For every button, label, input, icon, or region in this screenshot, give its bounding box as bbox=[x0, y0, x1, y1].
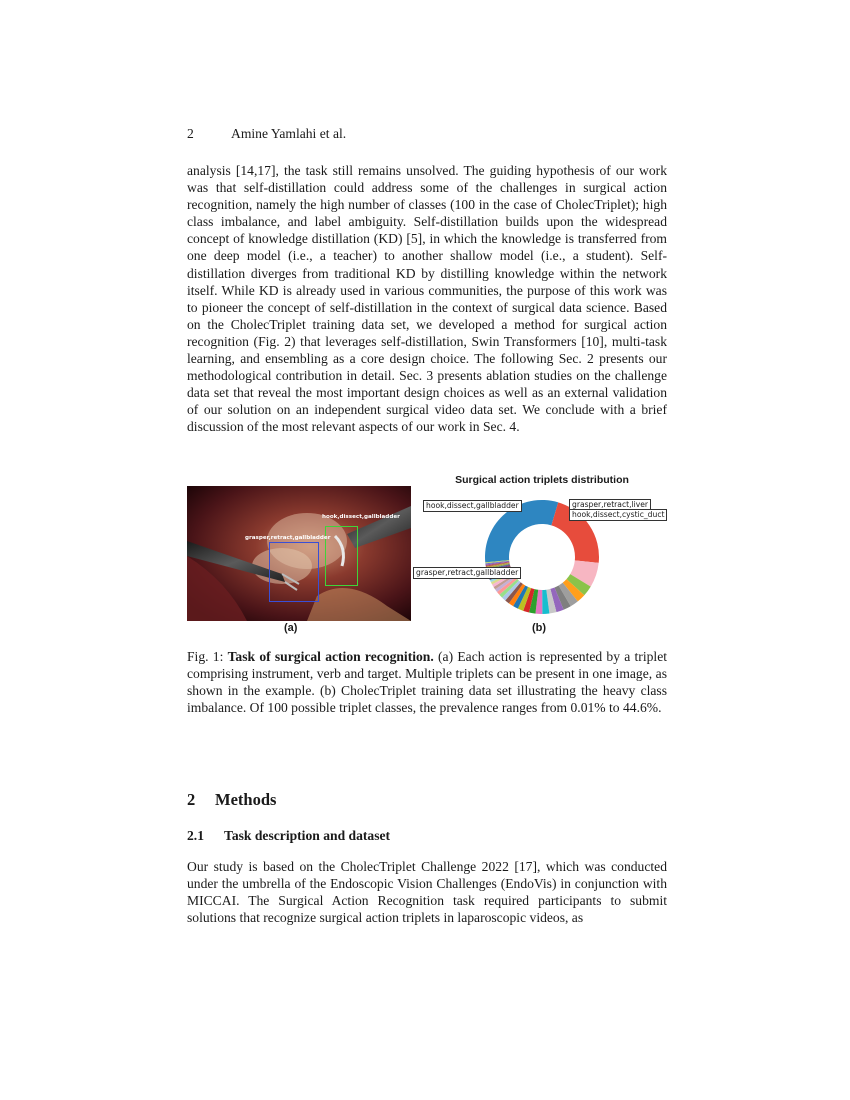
bbox-label-hook: hook,dissect,gallbladder bbox=[322, 514, 400, 520]
subsection-number: 2.1 bbox=[187, 828, 204, 843]
figure-caption bbox=[187, 648, 667, 716]
section-heading bbox=[187, 790, 276, 810]
page-number: 2 bbox=[187, 126, 194, 141]
running-head bbox=[187, 126, 346, 142]
caption-text: (a) Each action is represented by a triplet comprising instrument, verb and target. Multiple triplets can be present in one image, as shown in the example. (b) CholecTriplet training data set illustrating the heavy class imbalance. Of 100 possible triplet classes, the prevalence ranges from 0.01% to 44.6%. bbox=[187, 649, 667, 716]
figure-1 bbox=[187, 474, 667, 639]
intro-paragraph: analysis [14,17], the task still remains unsolved. The guiding hypothesis of our work was that self-distillation could address some of the challenges in surgical action recognition, namely the high number of classes (100 in the case of CholecTriplet); high class imbalance, and label ambiguity. Self-distillation builds upon the widespread concept of knowledge distillation (KD) [5], in which the knowledge is transferred from one deep model (i.e., a teacher) to another shallow model (i.e., a student). Self-distillation diverges from traditional KD by distilling knowledge within the network itself. While KD is already used in various communities, the purpose of this work was to pioneer the concept of self-distillation in the context of surgical data science. Based on the CholecTriplet training data set, we developed a method for surgical action recognition (Fig. 2) that leverages self-distillation, Swin Transformers [10], multi-task learning, and ensembling as a core design choice. The following Sec. 2 presents our methodological contribution in detail. Sec. 3 presents ablation studies on the challenge data set that reveal the most important design choices as well as an external validation of our solution on an independent surgical video data set. We conclude with a brief discussion of the most relevant aspects of our work in Sec. 4. bbox=[187, 163, 667, 435]
slice-label-hook-dissect-gallbladder: hook,dissect,gallbladder bbox=[423, 500, 522, 512]
subsection-heading bbox=[187, 828, 390, 844]
caption-prefix: Fig. 1: bbox=[187, 649, 224, 664]
section-title: Methods bbox=[215, 790, 277, 809]
methods-paragraph: Our study is based on the CholecTriplet Challenge 2022 [17], which was conducted under the umbrella of the Endoscopic Vision Challenges (EndoVis) in conjunction with MICCAI. The Surgical Action Recognition task required participants to submit solutions that recognize surgical action triplets in laparoscopic videos, as bbox=[187, 859, 667, 926]
subsection-title: Task description and dataset bbox=[224, 828, 391, 843]
panel-a-label: (a) bbox=[284, 622, 298, 634]
slice-label-grasper-retract-liver: grasper,retract,liver bbox=[569, 499, 651, 511]
surgical-photo bbox=[187, 486, 411, 621]
slice-label-grasper-retract-gallbladder: grasper,retract,gallbladder bbox=[413, 567, 521, 579]
panel-b-label: (b) bbox=[532, 622, 547, 634]
bbox-grasper bbox=[269, 542, 319, 602]
slice-label-hook-dissect-cystic-duct: hook,dissect,cystic_duct bbox=[569, 509, 667, 521]
running-head-authors: Amine Yamlahi et al. bbox=[231, 126, 347, 141]
bbox-label-grasper: grasper,retract,gallbladder bbox=[245, 535, 331, 541]
section-number: 2 bbox=[187, 790, 196, 809]
chart-title: Surgical action triplets distribution bbox=[455, 474, 629, 486]
caption-title: Task of surgical action recognition. bbox=[227, 649, 434, 664]
